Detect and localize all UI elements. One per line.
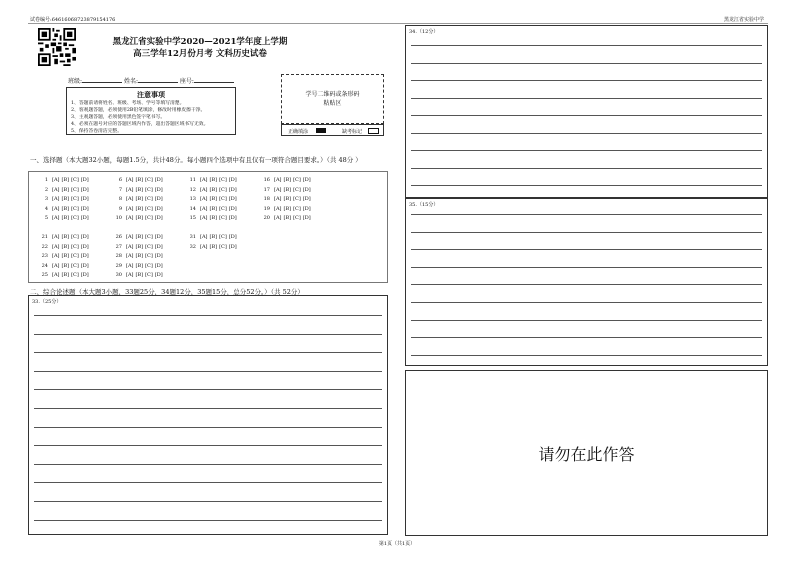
barcode-paste-area [281,74,384,124]
mcq-question [110,253,165,259]
mcq-option-bubble[interactable]: [A] [126,205,134,212]
answer-line [411,98,762,99]
mcq-option-bubble[interactable]: [D] [228,234,237,240]
notice-item: 2、客观题答题，必须使用2B铅笔填涂，修改时用橡皮擦干净。 [71,108,206,113]
mcq-question [184,206,239,212]
mcq-question [36,177,91,183]
mcq-option-bubble[interactable]: [C] [71,243,79,250]
answer-line [411,284,762,285]
mcq-question [184,215,239,221]
mcq-question-number: 30 [115,272,122,278]
mcq-option-bubble[interactable]: [C] [219,186,227,193]
mcq-option-bubble[interactable]: [B] [135,205,144,212]
q35-answer-box[interactable] [405,198,768,366]
answer-line [34,482,382,483]
mcq-option-bubble[interactable]: [B] [209,234,218,240]
mcq-option-bubble[interactable]: [B] [135,215,144,221]
mcq-question-number: 2 [44,186,48,193]
mcq-option-bubble[interactable]: [B] [61,205,70,212]
mcq-option-bubble[interactable]: [B] [135,243,144,250]
answer-line [411,214,762,215]
mcq-option-bubble[interactable]: [C] [71,272,79,278]
mcq-question-number: 5 [44,215,48,221]
header-divider [28,23,768,24]
mcq-option-bubble[interactable]: [B] [283,205,292,212]
answer-line [411,63,762,64]
mcq-option-bubble[interactable]: [B] [135,272,144,278]
seat-field[interactable] [194,82,234,83]
mcq-question-number: 20 [263,215,270,221]
name-label: 姓名: [123,78,138,85]
mcq-option-bubble[interactable]: [C] [71,196,79,202]
mcq-option-bubble[interactable]: [D] [302,186,311,193]
student-info [68,76,234,85]
mcq-option-bubble[interactable]: [B] [209,177,218,183]
q34-answer-box[interactable] [405,25,768,198]
mcq-question-number: 16 [263,177,270,183]
mcq-option-bubble[interactable]: [B] [61,253,70,259]
mcq-option-bubble[interactable]: [C] [71,215,79,221]
mcq-option-bubble[interactable]: [A] [52,186,60,193]
answer-line [34,445,382,446]
mcq-option-bubble[interactable]: [C] [145,186,153,193]
mcq-option-bubble[interactable]: [B] [61,243,70,250]
answer-line [411,320,762,321]
mcq-question-number: 23 [41,253,48,259]
mcq-option-bubble[interactable]: [D] [228,215,237,221]
mcq-option-bubble[interactable]: [D] [80,196,89,202]
mcq-option-bubble[interactable]: [A] [126,243,134,250]
mcq-question [36,234,91,240]
notice-item: 4、必须在题号对应的答题区域内作答，超出答题区域书写无效。 [71,122,209,127]
mcq-option-bubble[interactable]: [D] [154,196,163,202]
mcq-option-bubble[interactable]: [C] [145,272,153,278]
mcq-option-bubble[interactable]: [A] [126,186,134,193]
mcq-option-bubble[interactable]: [D] [154,215,163,221]
exam-number-value: 6461606872387915417​6 [51,17,116,23]
answer-line [411,337,762,338]
mcq-option-bubble[interactable]: [D] [80,253,89,259]
mcq-option-bubble[interactable]: [D] [154,243,163,250]
mcq-question-number: 21 [41,234,48,240]
mcq-option-bubble[interactable]: [B] [61,186,70,193]
name-field[interactable] [138,82,178,83]
mcq-option-bubble[interactable]: [C] [293,186,301,193]
mcq-option-bubble[interactable]: [B] [209,186,218,193]
mcq-question [36,206,91,212]
barcode-label-line1: 学号二维码或条形码 [305,91,360,98]
mcq-option-bubble[interactable]: [C] [145,196,153,202]
mcq-option-bubble[interactable]: [A] [274,215,282,221]
mcq-question [184,196,239,202]
mcq-option-bubble[interactable]: [B] [283,186,292,193]
mcq-option-bubble[interactable]: [A] [52,262,60,269]
answer-line [34,389,382,390]
mcq-question-number: 12 [189,186,196,193]
mcq-option-bubble[interactable]: [C] [219,243,227,250]
mcq-question [110,263,165,269]
mcq-question [110,177,165,183]
mcq-option-bubble[interactable]: [C] [293,177,301,183]
mcq-question [258,206,313,212]
mcq-option-bubble[interactable]: [D] [154,186,163,193]
answer-line [411,355,762,356]
q34-label: 34.（12分） [409,29,439,35]
mcq-option-bubble[interactable]: [C] [293,215,301,221]
mcq-option-bubble[interactable]: [C] [71,262,79,269]
mcq-option-bubble[interactable]: [C] [145,234,153,240]
answer-line [411,232,762,233]
mcq-question-number: 7 [118,186,122,193]
mcq-option-bubble[interactable]: [A] [200,215,208,221]
mcq-option-bubble[interactable]: [C] [71,205,79,212]
mcq-question [258,187,313,193]
mcq-option-bubble[interactable]: [A] [200,177,208,183]
mcq-option-bubble[interactable]: [A] [52,234,60,240]
mcq-option-bubble[interactable]: [B] [135,253,144,259]
absent-label: 缺考标记 [342,129,363,135]
mcq-question-number: 25 [41,272,48,278]
mcq-option-bubble[interactable]: [C] [145,253,153,259]
mcq-option-bubble[interactable]: [B] [283,177,292,183]
mcq-option-bubble[interactable]: [B] [135,177,144,183]
mcq-option-bubble[interactable]: [B] [61,196,70,202]
mcq-question [184,234,239,240]
answer-line [34,352,382,353]
mcq-option-bubble[interactable]: [A] [126,215,134,221]
mcq-option-bubble[interactable]: [D] [154,205,163,212]
mcq-option-bubble[interactable]: [A] [126,196,134,202]
mcq-option-bubble[interactable]: [A] [274,177,282,183]
notice-title: 注意事项 [137,90,165,99]
mcq-option-bubble[interactable]: [A] [52,205,60,212]
mcq-option-bubble[interactable]: [D] [228,177,237,183]
mcq-question [110,196,165,202]
mcq-question-number: 31 [189,234,196,240]
mcq-option-bubble[interactable]: [A] [200,243,208,250]
class-label: 班级: [68,78,83,85]
mcq-question-number: 17 [263,186,270,193]
mcq-option-bubble[interactable]: [B] [209,205,218,212]
mcq-option-bubble[interactable]: [D] [80,177,89,183]
mcq-option-bubble[interactable]: [A] [52,215,60,221]
class-field[interactable] [82,82,122,83]
mcq-option-bubble[interactable]: [A] [274,196,282,202]
mcq-question-number: 8 [118,196,122,202]
answer-line [411,302,762,303]
mcq-option-bubble[interactable]: [C] [71,177,79,183]
mcq-question [258,215,313,221]
mcq-question [36,196,91,202]
mcq-question-number: 27 [115,243,122,250]
mcq-option-bubble[interactable]: [C] [219,234,227,240]
mcq-question [36,244,91,250]
page-footer: 第1页（共1页） [378,541,416,547]
mcq-question-number: 10 [115,215,122,221]
exam-title-line1: 黑龙江省实验中学2020—2021学年度上学期 [112,37,288,47]
absent-mark-box[interactable] [368,128,379,134]
notice-item: 5、保持答卷清洁完整。 [71,129,123,134]
mcq-option-bubble[interactable]: [D] [80,215,89,221]
mcq-option-bubble[interactable]: [D] [154,177,163,183]
answer-line [411,115,762,116]
mcq-question [36,263,91,269]
mcq-question-number: 11 [189,177,196,183]
mcq-option-bubble[interactable]: [B] [61,272,70,278]
mcq-option-bubble[interactable]: [D] [154,272,163,278]
mcq-question-number: 19 [263,205,270,212]
mcq-option-bubble[interactable]: [A] [52,196,60,202]
mcq-option-bubble[interactable]: [A] [200,234,208,240]
correct-fill-mark [316,128,326,133]
answer-line [34,408,382,409]
mcq-option-bubble[interactable]: [C] [219,177,227,183]
answer-line [411,168,762,169]
answer-line [34,315,382,316]
exam-number-label: 试卷编号: [30,17,52,23]
mcq-question [184,244,239,250]
mcq-option-bubble[interactable]: [A] [200,186,208,193]
mcq-question-number: 4 [44,205,48,212]
mcq-option-bubble[interactable]: [D] [154,234,163,240]
mcq-option-bubble[interactable]: [A] [52,272,60,278]
mcq-option-bubble[interactable]: [D] [80,234,89,240]
mcq-question [258,196,313,202]
mcq-option-bubble[interactable]: [A] [126,253,134,259]
mcq-option-bubble[interactable]: [B] [209,243,218,250]
no-answer-zone: 请勿在此作答 [405,370,768,536]
mcq-question [36,272,91,278]
mcq-option-bubble[interactable]: [A] [200,205,208,212]
mcq-option-bubble[interactable]: [A] [126,262,134,269]
mcq-question-number: 9 [118,205,122,212]
mcq-option-bubble[interactable]: [B] [283,215,292,221]
mcq-question-number: 15 [189,215,196,221]
mcq-option-bubble[interactable]: [A] [126,234,134,240]
mcq-option-bubble[interactable]: [D] [154,262,163,269]
mcq-option-bubble[interactable]: [D] [80,262,89,269]
mcq-option-bubble[interactable]: [C] [145,262,153,269]
mcq-option-bubble[interactable]: [D] [228,243,237,250]
mcq-option-bubble[interactable]: [B] [209,215,218,221]
mcq-option-bubble[interactable]: [B] [135,186,144,193]
mcq-option-bubble[interactable]: [B] [61,215,70,221]
mcq-question [36,187,91,193]
mcq-option-bubble[interactable]: [A] [126,272,134,278]
mcq-option-bubble[interactable]: [C] [71,186,79,193]
mcq-option-bubble[interactable]: [B] [135,262,144,269]
mcq-question-number: 14 [189,205,196,212]
answer-line [34,501,382,502]
mcq-question-number: 6 [118,177,122,183]
mcq-option-bubble[interactable]: [C] [145,177,153,183]
mcq-option-bubble[interactable]: [B] [135,196,144,202]
mcq-question [184,177,239,183]
mcq-option-bubble[interactable]: [C] [293,205,301,212]
mcq-question [110,215,165,221]
mcq-option-bubble[interactable]: [C] [71,234,79,240]
mcq-option-bubble[interactable]: [D] [228,186,237,193]
answer-line [411,185,762,186]
mcq-question-number: 32 [189,243,196,250]
q33-label: 33.（25分） [32,299,62,305]
correct-fill-label: 正确填涂 [288,129,309,135]
mcq-option-bubble[interactable]: [D] [80,186,89,193]
mcq-option-bubble[interactable]: [B] [283,196,292,202]
mcq-question [110,234,165,240]
fill-example-bar [281,124,384,136]
school-header: 黑龙江省实验中学 [723,17,764,23]
mcq-option-bubble[interactable]: [C] [145,243,153,250]
mcq-option-bubble[interactable]: [D] [228,205,237,212]
mcq-option-bubble[interactable]: [C] [145,205,153,212]
answer-line [411,45,762,46]
mcq-option-bubble[interactable]: [B] [209,196,218,202]
mcq-question-number: 24 [41,262,48,269]
mcq-option-bubble[interactable]: [A] [274,186,282,193]
mcq-question-number: 18 [263,196,270,202]
mcq-question [184,187,239,193]
seat-label: 座号: [179,78,194,85]
mcq-question [36,253,91,259]
mcq-option-bubble[interactable]: [D] [80,205,89,212]
mcq-option-bubble[interactable]: [B] [61,262,70,269]
mcq-option-bubble[interactable]: [B] [61,177,70,183]
mcq-option-bubble[interactable]: [C] [219,205,227,212]
answer-line [34,520,382,521]
answer-line [34,427,382,428]
answer-line [411,267,762,268]
mcq-option-bubble[interactable]: [C] [219,196,227,202]
mcq-option-bubble[interactable]: [D] [302,196,311,202]
mcq-option-bubble[interactable]: [A] [52,177,60,183]
q35-label: 35.（15分） [409,202,439,208]
mcq-question [258,177,313,183]
mcq-option-bubble[interactable]: [A] [126,177,134,183]
answer-line [34,334,382,335]
mcq-option-bubble[interactable]: [D] [80,243,89,250]
mcq-question [110,244,165,250]
mcq-question-number: 28 [115,253,122,259]
notice-box [66,87,236,135]
mcq-option-bubble[interactable]: [D] [80,272,89,278]
section2-title: 二、综合论述题（本大题3小题，33题25分，34题12分，35题15分，总分52分。）（共 52分） [30,288,304,296]
answer-line [411,249,762,250]
mcq-option-bubble[interactable]: [B] [61,234,70,240]
mcq-question [36,215,91,221]
mcq-option-bubble[interactable]: [C] [219,215,227,221]
mcq-question-number: 22 [41,243,48,250]
mcq-option-bubble[interactable]: [D] [228,196,237,202]
mcq-option-bubble[interactable]: [C] [71,253,79,259]
section1-title: 一、选择题（本大题32小题，每题1.5分，共计48分。每小题四个选项中有且仅有一项符合题目要求。）（共 48分 ） [30,156,362,164]
mcq-question-number: 3 [44,196,48,202]
mcq-option-bubble[interactable]: [C] [145,215,153,221]
mcq-option-bubble[interactable]: [A] [52,243,60,250]
answer-line [411,150,762,151]
mcq-option-bubble[interactable]: [D] [302,177,311,183]
answer-line [34,371,382,372]
mcq-option-bubble[interactable]: [D] [302,205,311,212]
exam-number [30,16,115,23]
mcq-question-number: 29 [115,262,122,269]
mcq-option-bubble[interactable]: [A] [274,205,282,212]
mcq-question [110,187,165,193]
mcq-option-bubble[interactable]: [B] [135,234,144,240]
mcq-question-number: 1 [44,177,48,183]
mcq-question-number: 26 [115,234,122,240]
mcq-question [110,206,165,212]
notice-item: 1、答题前请将姓名、班级、考场、学号等填写清楚。 [71,101,185,106]
answer-line [411,133,762,134]
mcq-option-bubble[interactable]: [D] [302,215,311,221]
exam-title-line2: 高三学年12月份月考 文科历史试卷 [133,49,267,59]
mcq-question-number: 13 [189,196,196,202]
answer-line [34,464,382,465]
mcq-option-bubble[interactable]: [D] [154,253,163,259]
q33-answer-box[interactable] [28,295,388,535]
mcq-option-bubble[interactable]: [A] [200,196,208,202]
barcode-label-line2: 粘贴区 [323,100,342,107]
notice-item: 3、主观题答题，必须使用黑色签字笔书写。 [71,115,166,120]
answer-line [411,80,762,81]
mcq-option-bubble[interactable]: [A] [52,253,60,259]
mcq-question [110,272,165,278]
mcq-option-bubble[interactable]: [C] [293,196,301,202]
